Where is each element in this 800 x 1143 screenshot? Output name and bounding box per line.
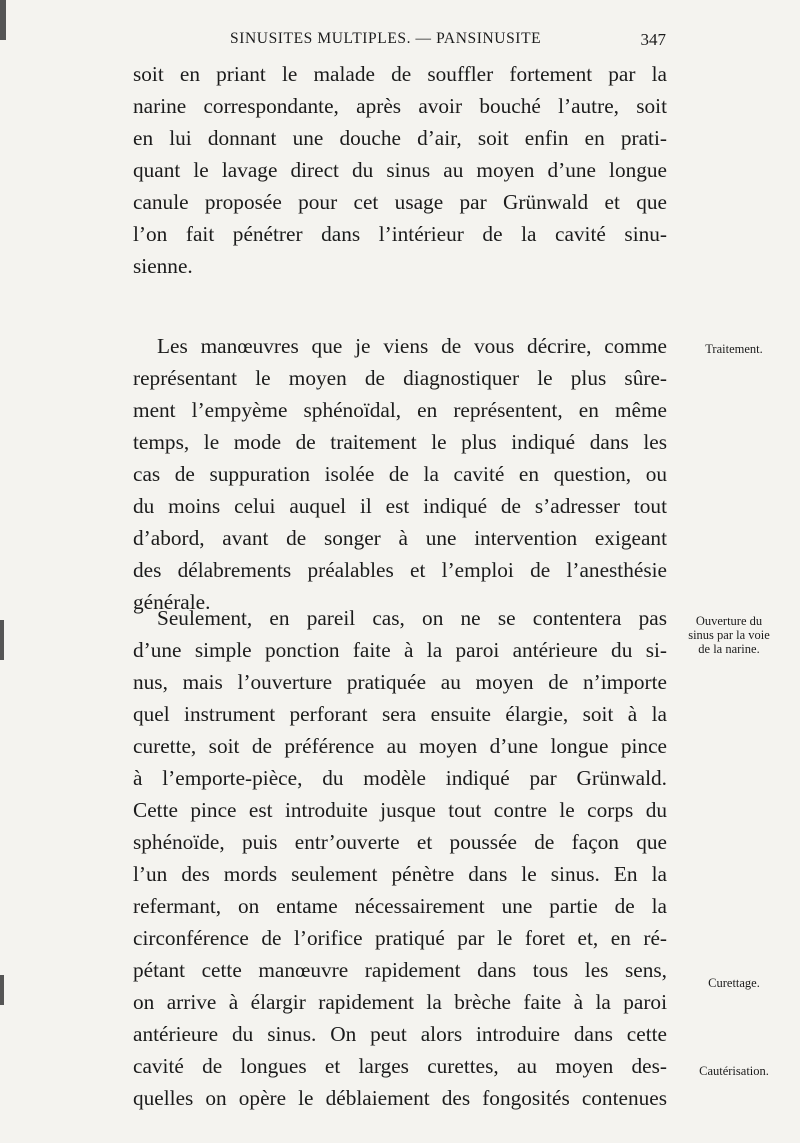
margin-note-ouverture bbox=[674, 614, 784, 656]
running-header bbox=[230, 30, 670, 54]
text-line: des délabrements préalables et l’emploi de l’anesthésie bbox=[133, 558, 667, 582]
paragraph-3 bbox=[133, 602, 667, 1114]
text-line: ment l’empyème sphénoïdal, en représentent, en même bbox=[133, 398, 667, 422]
text-line: quel instrument perforant sera ensuite élargie, soit à la bbox=[133, 702, 667, 726]
text-line: à l’emporte-pièce, du modèle indiqué par Grünwald. bbox=[133, 766, 667, 790]
text-line: du moins celui auquel il est indiqué de s’adresser tout bbox=[133, 494, 667, 518]
text-line: en lui donnant une douche d’air, soit enfin en prati- bbox=[133, 126, 667, 150]
paragraph-1 bbox=[133, 58, 667, 282]
binding-edge-mark bbox=[0, 0, 6, 40]
margin-note-line: Ouverture du bbox=[695, 614, 763, 628]
text-line: sienne. bbox=[133, 254, 193, 278]
text-line: d’abord, avant de songer à une intervention exigeant bbox=[133, 526, 667, 550]
text-line: l’on fait pénétrer dans l’intérieur de la cavité sinu- bbox=[133, 222, 667, 246]
margin-note-line: sinus par la voie bbox=[688, 628, 770, 642]
text-line: Cette pince est introduite jusque tout contre le corps du bbox=[133, 798, 667, 822]
text-line: sphénoïde, puis entr’ouverte et poussée de façon que bbox=[133, 830, 667, 854]
text-line: narine correspondante, après avoir bouché l’autre, soit bbox=[133, 94, 667, 118]
page-number: 347 bbox=[640, 30, 666, 49]
header-title: SINUSITES MULTIPLES. — PANSINUSITE bbox=[230, 30, 542, 47]
margin-note-traitement: Traitement. bbox=[705, 342, 763, 356]
paragraph-2 bbox=[133, 330, 667, 618]
text-line: cavité de longues et larges curettes, au moyen des- bbox=[133, 1054, 667, 1078]
text-line: générale. bbox=[133, 590, 211, 614]
text-line: antérieure du sinus. On peut alors introduire dans cette bbox=[133, 1022, 667, 1046]
text-line: Les manœuvres que je viens de vous décrire, comme bbox=[157, 334, 667, 358]
margin-note-cauterisation: Cautérisation. bbox=[699, 1064, 769, 1078]
text-line: refermant, on entame nécessairement une partie de la bbox=[133, 894, 667, 918]
text-line: quant le lavage direct du sinus au moyen d’une longue bbox=[133, 158, 667, 182]
text-line: nus, mais l’ouverture pratiquée au moyen de n’importe bbox=[133, 670, 667, 694]
binding-edge-mark bbox=[0, 975, 4, 1005]
text-line: soit en priant le malade de souffler fortement par la bbox=[133, 62, 667, 86]
text-line: représentant le moyen de diagnostiquer le plus sûre- bbox=[133, 366, 667, 390]
text-line: Seulement, en pareil cas, on ne se contentera pas bbox=[157, 606, 667, 630]
text-line: pétant cette manœuvre rapidement dans tous les sens, bbox=[133, 958, 667, 982]
text-line: quelles on opère le déblaiement des fongosités contenues bbox=[133, 1086, 667, 1110]
text-line: temps, le mode de traitement le plus indiqué dans les bbox=[133, 430, 667, 454]
text-line: l’un des mords seulement pénètre dans le sinus. En la bbox=[133, 862, 667, 886]
text-line: on arrive à élargir rapidement la brèche faite à la paroi bbox=[133, 990, 667, 1014]
text-line: curette, soit de préférence au moyen d’une longue pince bbox=[133, 734, 667, 758]
binding-edge-mark bbox=[0, 620, 4, 660]
margin-note-line: de la narine. bbox=[698, 642, 760, 656]
text-line: canule proposée pour cet usage par Grünwald et que bbox=[133, 190, 667, 214]
text-line: circonférence de l’orifice pratiqué par le foret et, en ré- bbox=[133, 926, 667, 950]
text-line: cas de suppuration isolée de la cavité en question, ou bbox=[133, 462, 667, 486]
text-line: d’une simple ponction faite à la paroi antérieure du si- bbox=[133, 638, 667, 662]
margin-note-curettage: Curettage. bbox=[708, 976, 760, 990]
